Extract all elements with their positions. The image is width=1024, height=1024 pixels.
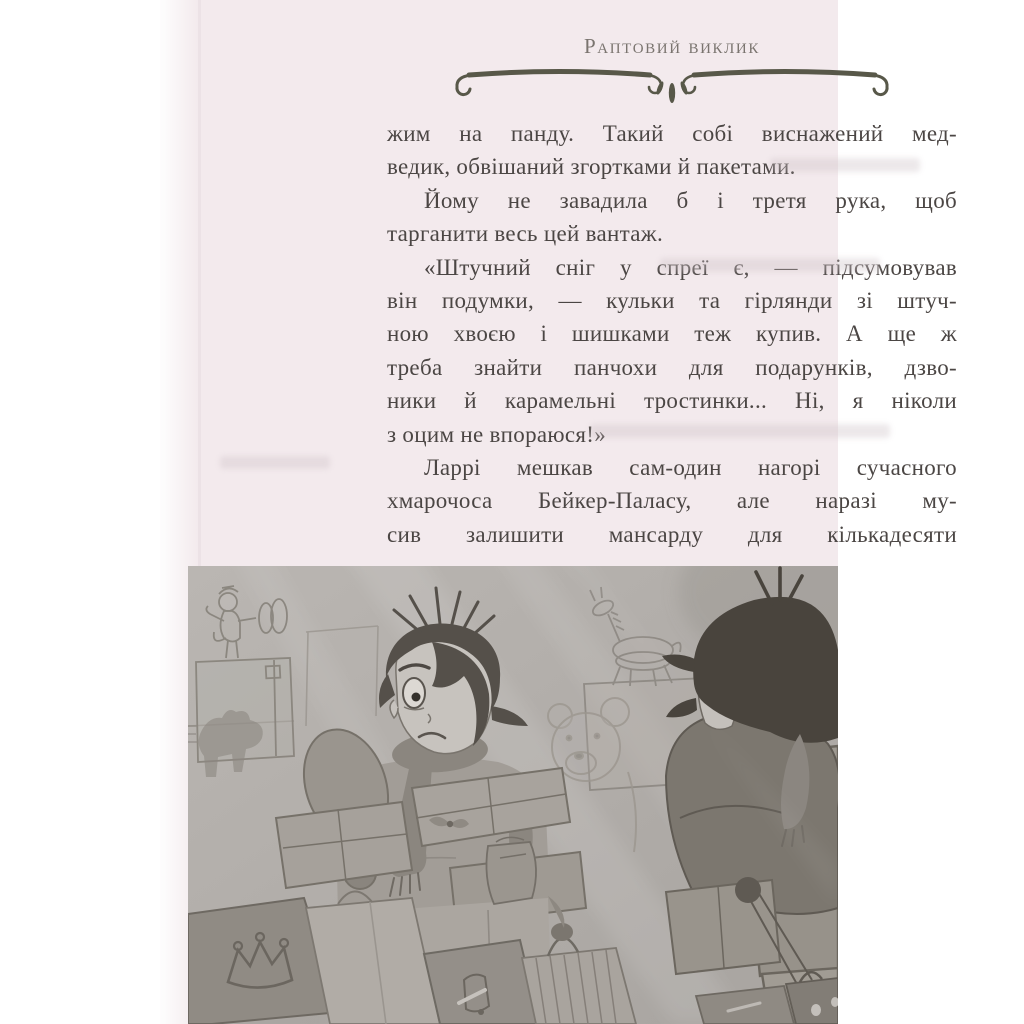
text-line: Ларрі мешкав сам-один нагорі сучасного <box>424 454 957 480</box>
chapter-header: Раптовий виклик <box>584 34 760 58</box>
printed-shopping-bag <box>424 940 540 1024</box>
text-line: ведик, обвішаний згортками й пакетами. <box>387 154 796 180</box>
bleed-through <box>220 456 330 469</box>
text-line: з оцим не впораюся!» <box>387 421 607 447</box>
text-line: ною хвоєю і шишками теж купив. А ще ж <box>387 321 957 347</box>
text-line: Йому не завадила б і третя рука, щоб <box>424 187 957 213</box>
body-text <box>387 117 957 551</box>
text-line: хмарочоса Бейкер-Паласу, але наразі му- <box>387 488 957 514</box>
text-line: жим на панду. Такий собі виснажений мед- <box>387 121 957 146</box>
text-line: він подумки, — кульки та гірлянди зі штуч- <box>387 287 957 313</box>
wrapped-bundle <box>486 837 536 904</box>
text-line: треба знайти панчохи для подарунків, дзво- <box>387 354 957 380</box>
bleed-through <box>770 158 920 172</box>
ornament-divider-icon <box>447 60 897 110</box>
illustration-svg <box>188 566 838 1024</box>
bleed-through <box>590 424 890 438</box>
text-line: сив залишити мансарду для кількадесяти <box>387 521 957 547</box>
bleed-through <box>660 258 880 272</box>
text-line: ники й карамельні тростинки... Ні, я ніколи <box>387 388 957 414</box>
text-line: тарганити весь цей вантаж. <box>387 221 663 247</box>
illustration <box>188 566 838 1024</box>
text-line: «Штучний сніг у спреї є, — підсумовував <box>424 254 957 280</box>
